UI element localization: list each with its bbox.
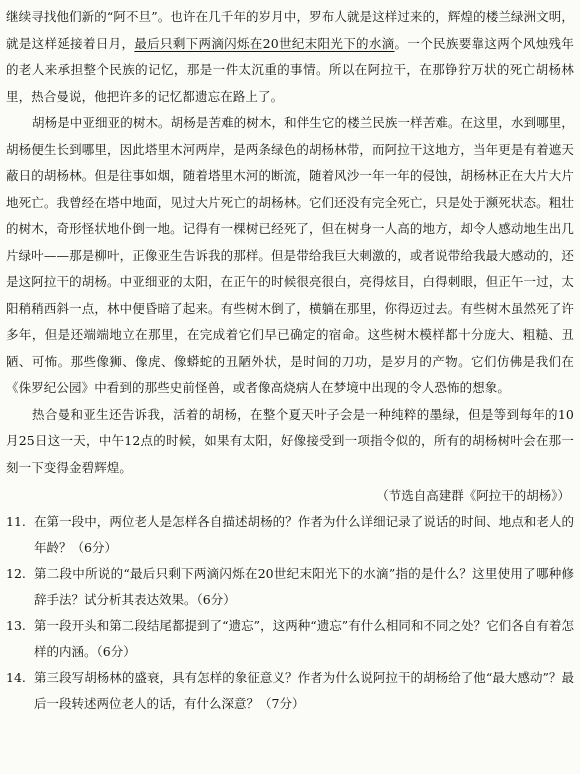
question-list	[6, 509, 574, 717]
question-text: 第三段写胡杨林的盛衰，具有怎样的象征意义？作者为什么说阿拉干的胡杨给了他“最大感动”？最后一段转述两位老人的话，有什么深意？（7分）	[34, 670, 574, 711]
question-text: 第一段开头和第二段结尾都提到了“遗忘”，这两种“遗忘”有什么相同和不同之处？它们各自有着怎样的内涵。（6分）	[34, 618, 574, 659]
question-number: 14.	[6, 670, 26, 685]
passage-paragraph-3: 热合曼和亚生还告诉我，活着的胡杨，在整个夏天叶子会是一种纯粹的墨绿，但是等到每年的10月25日这一天，中午12点的时候，如果有太阳，好像接受到一项指令似的，所有的胡杨树叶会在那一刻一下变得金碧辉煌。	[6, 406, 574, 475]
question-item	[6, 613, 574, 665]
underlined-sentence: 最后只剩下两滴闪烁在20世纪末阳光下的水滴	[134, 35, 395, 51]
question-number: 12.	[6, 566, 26, 581]
question-text: 第二段中所说的“最后只剩下两滴闪烁在20世纪末阳光下的水滴”指的是什么？这里使用了哪种修辞手法？试分析其表达效果。（6分）	[34, 566, 574, 607]
paragraph-1-start: 继续寻找他们新的“阿不旦”。也许在几千年的岁月中，罗布人就是这样过来的，辉煌的楼兰绿洲文明，就是这样延接着日月，	[6, 9, 574, 51]
paragraph-1-end: 。一个民族要靠这两个风烛残年的老人来承担整个民族的记忆，那是一件太沉重的事情。所以在阿拉干，在那铮狞万状的死亡胡杨林里，热合曼说，他把许多的记忆都遗忘在路上了。	[6, 35, 574, 104]
passage-source: （节选自高建群《阿拉干的胡杨》）	[376, 488, 570, 503]
passage-paragraph-2: 胡杨是中亚细亚的树木。胡杨是苦难的树木，和伴生它的楼兰民族一样苦难。在这里，水到哪里，胡杨便生长到哪里，因此塔里木河两岸，是两条绿色的胡杨林带，而阿拉干这地方，当年更是有着遮天蔽日的胡杨林。但是往事如烟，随着塔里木河的断流，随着风沙一年一年的侵蚀，胡杨林正在大片大片地死亡。我曾经在塔中地面，见过大片死亡的胡杨林。它们还没有完全死亡，只是处于濒死状态。粗壮的树木，奇形怪状地仆倒一地。记得有一棵树已经死了，但在树身一人高的地方，却令人感动地生出几片绿叶——那是柳叶，正像亚生告诉我的那样。但是带给我巨大刺激的，或者说带给我最大感动的，还是这阿拉干的胡杨。中亚细亚的太阳，在正午的时候很亮很白，亮得炫目，白得刺眼，但正午一过，太阳稍稍西斜一点，林中便昏暗了起来。有些树木倒了，横躺在那里，你得迈过去。有些树木虽然死了许多年，但是还端端地立在那里，在完成着它们早已确定的宿命。这些树木模样都十分庞大、粗糙、丑陋、可怖。那些像狮、像虎、像蟒蛇的丑陋外状，是时间的刀功，是岁月的产物。它们仿佛是我们在《侏罗纪公园》中看到的那些史前怪兽，或者像高烧病人在梦境中出现的令人恐怖的想象。	[6, 115, 574, 395]
question-number: 13.	[6, 618, 26, 633]
question-number: 11.	[6, 514, 26, 529]
question-item	[6, 509, 574, 561]
question-text: 在第一段中，两位老人是怎样各自描述胡杨的？作者为什么详细记录了说话的时间、地点和老人的年龄？（6分）	[34, 514, 574, 555]
question-item	[6, 665, 574, 717]
question-item	[6, 561, 574, 613]
passage-paragraph-1	[6, 4, 574, 110]
